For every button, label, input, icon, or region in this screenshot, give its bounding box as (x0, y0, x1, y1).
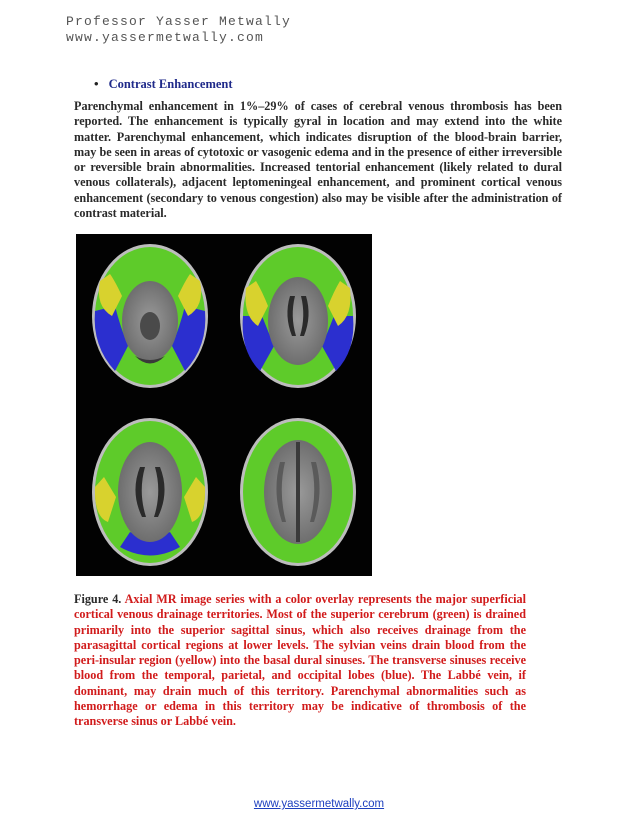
bullet-icon: • (94, 76, 99, 91)
body-paragraph: Parenchymal enhancement in 1%–29% of cases of cerebral venous thrombosis has been reported. The enhancement is typically gyral in location and may extend into the white matter. Parenchymal enhancement, which indicates disruption of the blood-brain barrier, may be seen in areas of cytotoxic or vasogenic edema and in the presence of either irreversible or reversible brain abnormalities. Increased tentorial enhancement (likely related to dural venous collaterals), adjacent leptomeningeal enhancement, and prominent cortical venous enhancement (secondary to venous congestion) also may be visible after the administration of contrast material. (74, 99, 562, 221)
figure-label: Figure 4. (74, 592, 122, 606)
figure-caption-text: Axial MR image series with a color overlay represents the major superficial cortical venous drainage territories. Most of the superior cerebrum (green) is drained primarily into the superior sagittal sinus, which also receives drainage from the parasagittal cortical regions at lower levels. The sylvian veins drain blood from the peri-insular region (yellow) into the basal dural sinuses. The transverse sinuses receive blood from the temporal, parietal, and occipital lobes (blue). The Labbé vein, if dominant, may drain much of this territory. Parenchymal abnormalities such as hemorrhage or edema in this territory may be indicative of thrombosis of the transverse sinus or Labbé vein. (74, 592, 526, 729)
axial-slice-2 (240, 244, 356, 388)
figure-caption (74, 592, 526, 730)
page-header (66, 14, 291, 46)
page-footer (0, 798, 638, 810)
section-title: Contrast Enhancement (108, 77, 233, 91)
axial-slice-1 (92, 244, 208, 388)
axial-slice-3 (92, 418, 208, 566)
author-name: Professor Yasser Metwally (66, 14, 292, 29)
mr-figure-image (76, 234, 372, 576)
footer-link[interactable]: www.yassermetwally.com (253, 798, 385, 810)
axial-slice-4 (240, 418, 356, 566)
header-website: www.yassermetwally.com (66, 30, 265, 45)
section-heading (94, 76, 233, 92)
brain-overlay-illustration (76, 234, 372, 576)
